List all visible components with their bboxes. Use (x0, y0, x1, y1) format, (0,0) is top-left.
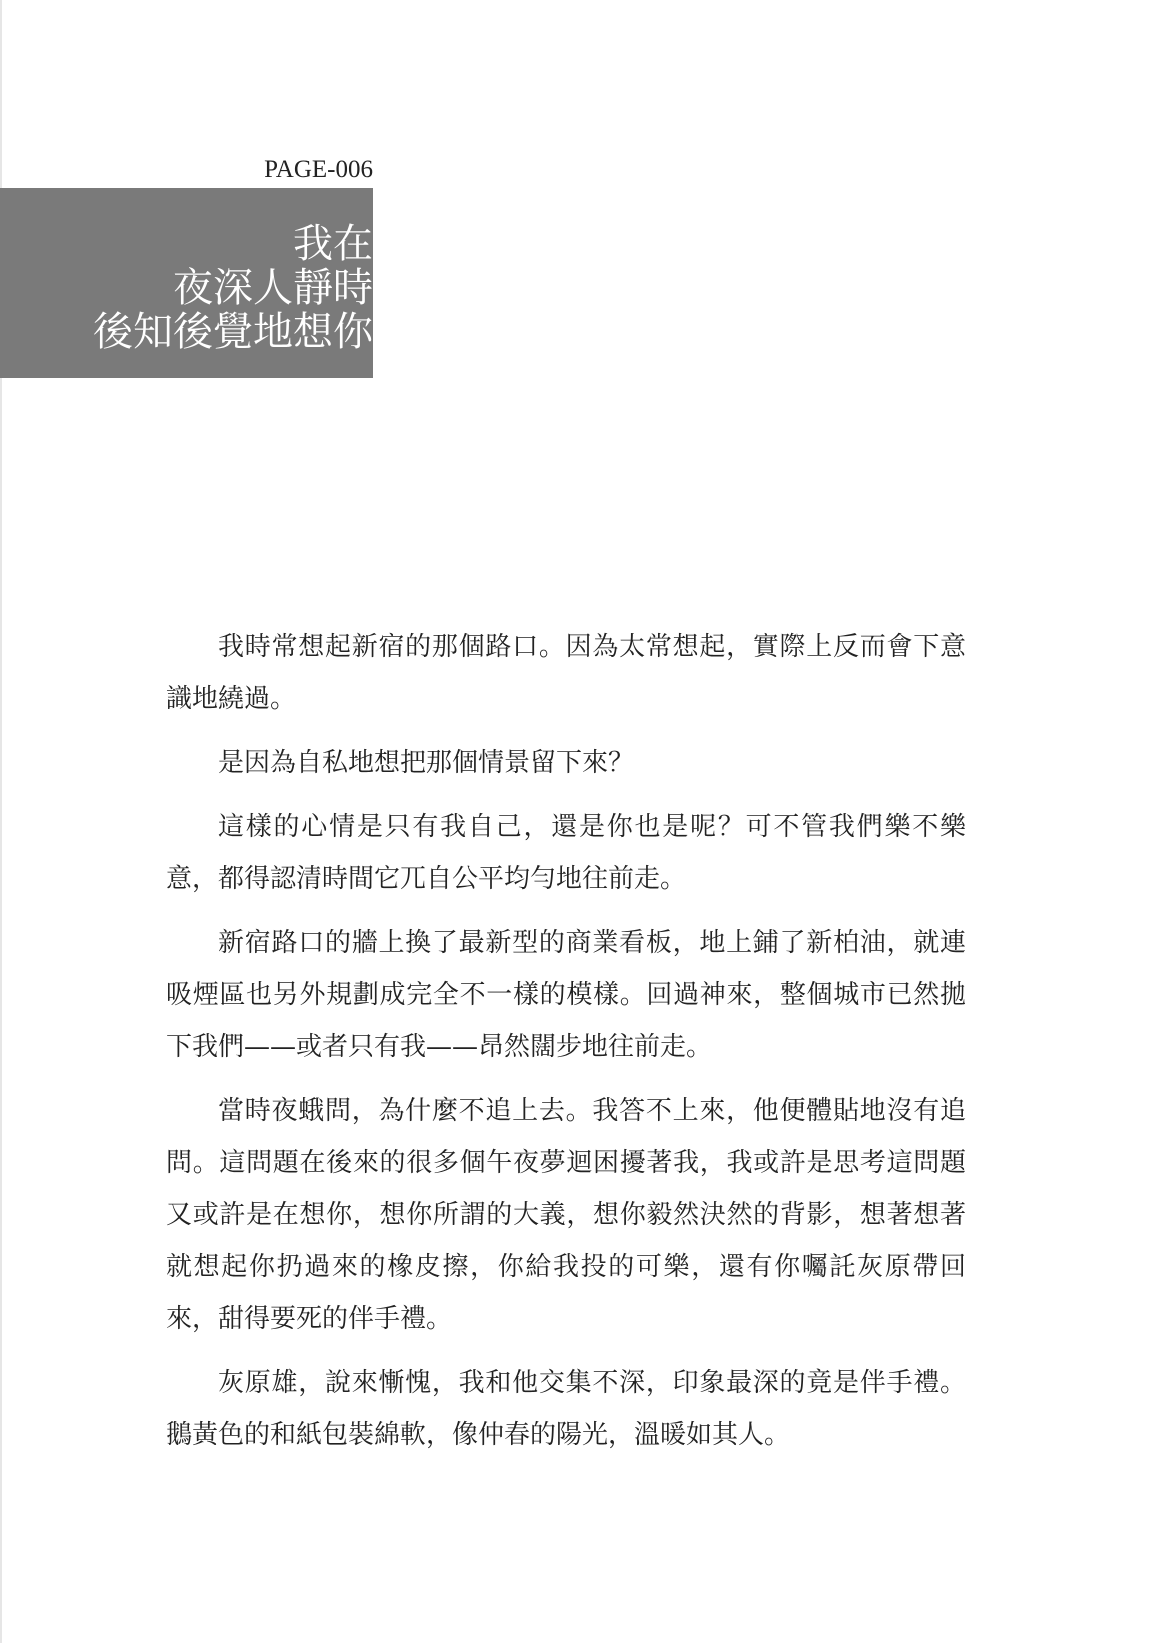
chapter-title-line-3: 後知後覺地想你 (93, 309, 373, 355)
chapter-title-line-2: 夜深人靜時 (173, 265, 373, 311)
paragraph: 灰原雄，說來慚愧，我和他交集不深，印象最深的竟是伴手禮。鵝黃色的和紙包裝綿軟，像仲春的陽光，溫暖如其人。 (166, 1368, 966, 1450)
chapter-title-line-1: 我在 (293, 221, 373, 267)
paragraph: 當時夜蛾問，為什麼不追上去。我答不上來，他便體貼地沒有追問。這問題在後來的很多個午夜夢迴困擾著我，我或許是思考這問題又或許是在想你，想你所謂的大義，想你毅然決然的背影，想著想著就想起你扔過來的橡皮擦，你給我投的可樂，還有你囑託灰原帶回來，甜得要死的伴手禮。 (166, 1096, 966, 1334)
paragraph: 新宿路口的牆上換了最新型的商業看板，地上鋪了新柏油，就連吸煙區也另外規劃成完全不一樣的模樣。回過神來，整個城市已然拋下我們——或者只有我——昂然闊步地往前走。 (166, 928, 966, 1062)
chapter-body (166, 621, 966, 1473)
paragraph: 我時常想起新宿的那個路口。因為太常想起，實際上反而會下意識地繞過。 (166, 632, 966, 714)
paragraph: 是因為自私地想把那個情景留下來？ (218, 748, 635, 778)
page-number-label: PAGE-006 (264, 156, 373, 183)
paragraph: 這樣的心情是只有我自己，還是你也是呢？可不管我們樂不樂意，都得認清時間它兀自公平均勻地往前走。 (166, 812, 966, 894)
